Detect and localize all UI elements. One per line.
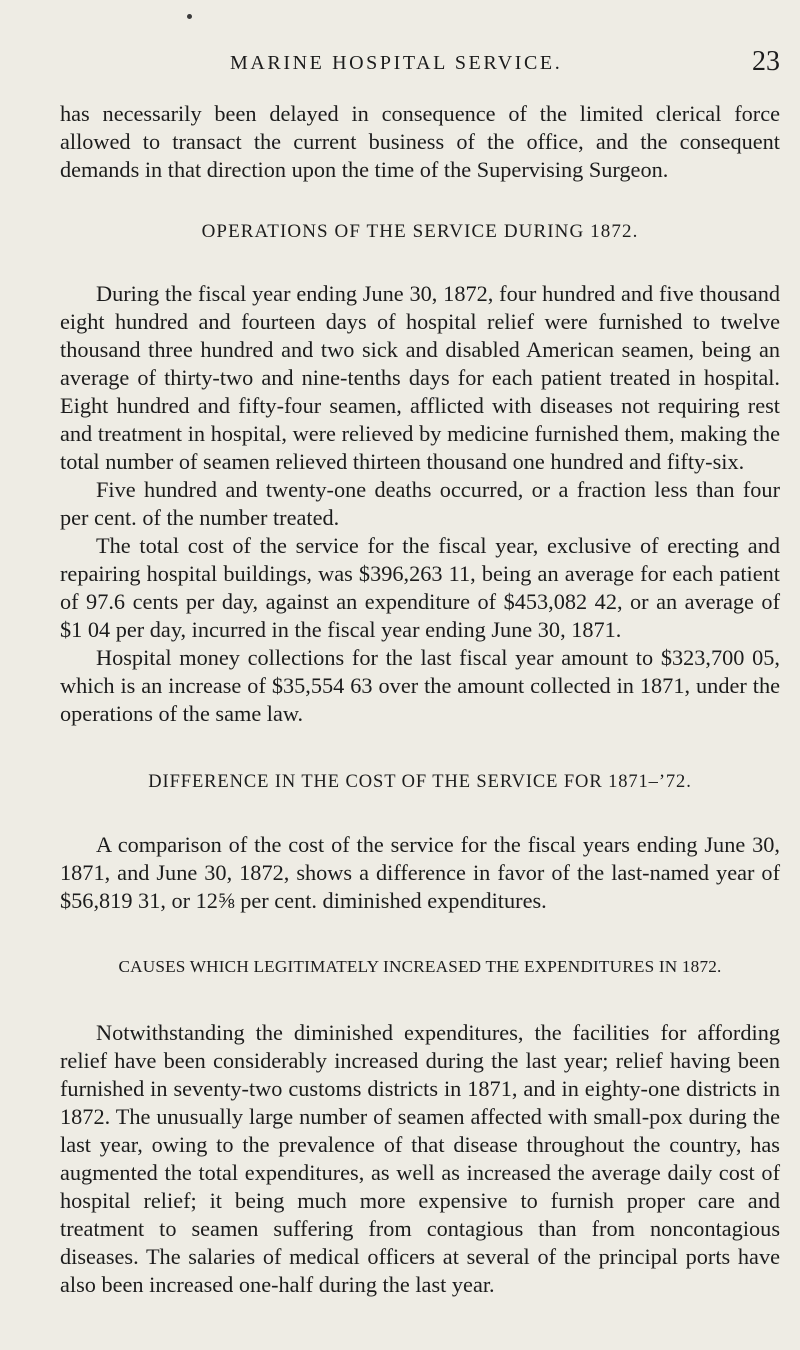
paragraph-total-cost: The total cost of the service for the fiscal year, exclusive of erecting and repairing hospital buildings, was $396,263 11, being an average for each patient of 97.6 cents per day, against an expenditure of $453,082 42, or an average of $1 04 per day, incurred in the fiscal year ending June 30, 1871. bbox=[60, 533, 780, 642]
page-body bbox=[60, 100, 780, 1299]
running-header bbox=[60, 38, 780, 78]
running-title: MARINE HOSPITAL SERVICE. bbox=[230, 52, 563, 74]
section-heading-operations: OPERATIONS OF THE SERVICE DURING 1872. bbox=[201, 221, 639, 242]
section-heading-causes: CAUSES WHICH LEGITIMATELY INCREASED THE EXPENDITURES IN 1872. bbox=[118, 957, 722, 976]
paragraph-deaths: Five hundred and twenty-one deaths occurred, or a fraction less than four per cent. of the number treated. bbox=[60, 477, 780, 530]
paragraph-comparison: A comparison of the cost of the service for the fiscal years ending June 30, 1871, and June 30, 1872, shows a difference in favor of the last-named year of $56,819 31, or 12⅝ per cent. diminished expenditures. bbox=[60, 832, 780, 913]
continuation-paragraph: has necessarily been delayed in consequence of the limited clerical force allowed to transact the current business of the office, and the consequent demands in that direction upon the time of the Supervising Surgeon. bbox=[60, 101, 780, 182]
paragraph-days-of-relief: During the fiscal year ending June 30, 1872, four hundred and five thousand eight hundred and fourteen days of hospital relief were furnished to twelve thousand three hundred and two sick and disabled American seamen, being an average of thirty-two and nine-tenths days for each patient treated in hospital. Eight hundred and fifty-four seamen, afflicted with diseases not requiring rest and treatment in hospital, were relieved by medicine furnished them, making the total number of seamen relieved thirteen thousand one hundred and fifty-six. bbox=[60, 281, 780, 474]
section-heading-difference: DIFFERENCE IN THE COST OF THE SERVICE FOR 1871–’72. bbox=[148, 772, 692, 792]
page-number: 23 bbox=[752, 46, 780, 77]
print-speck bbox=[187, 14, 192, 19]
paragraph-collections: Hospital money collections for the last fiscal year amount to $323,700 05, which is an increase of $35,554 63 over the amount collected in 1871, under the operations of the same law. bbox=[60, 645, 780, 726]
paragraph-causes: Notwithstanding the diminished expenditures, the facilities for affording relief have been considerably increased during the last year; relief having been furnished in seventy-two customs districts in 1871, and in eighty-one districts in 1872. The unusually large number of seamen affected with small-pox during the last year, owing to the prevalence of that disease throughout the country, has augmented the total expenditures, as well as increased the average daily cost of hospital relief; it being much more expensive to furnish proper care and treatment to seamen suffering from contagious than from noncontagious diseases. The salaries of medical officers at several of the principal ports have also been increased one-half during the last year. bbox=[60, 1020, 780, 1297]
